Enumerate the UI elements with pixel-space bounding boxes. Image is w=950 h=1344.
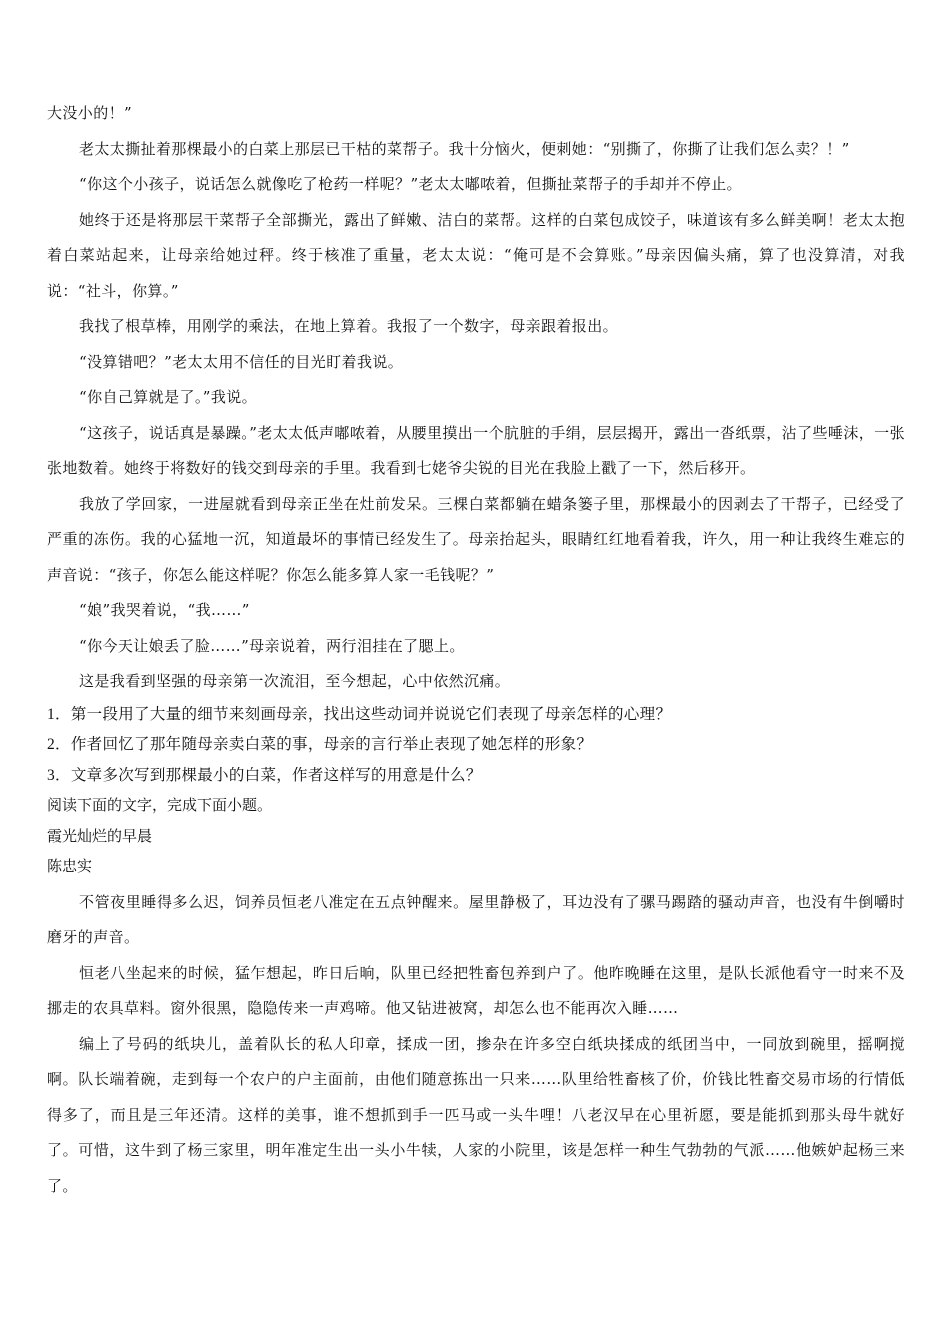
paragraph: 不管夜里睡得多么迟，饲养员恒老八准定在五点钟醒来。屋里静极了，耳边没有了骡马踢踏的骚动声音，也没有牛倒嚼时磨牙的声音。 bbox=[47, 892, 905, 946]
document-page bbox=[47, 96, 905, 1204]
paragraph: 老太太撕扯着那棵最小的白菜上那层已干枯的菜帮子。我十分恼火，便刺她：“别撕了，你撕了让我们怎么卖？！” bbox=[79, 139, 850, 158]
paragraph: 她终于还是将那层干菜帮子全部撕光，露出了鲜嫩、洁白的菜帮。这样的白菜包成饺子，味道该有多么鲜美啊！老太太抱着白菜站起来，让母亲给她过秤。终于核准了重量，老太太说：“俺可是不会算账。”母亲因偏头痛，算了也没算清，对我说：“社斗，你算。” bbox=[47, 210, 905, 300]
paragraph: 编上了号码的纸块儿，盖着队长的私人印章，揉成一团，掺杂在许多空白纸块揉成的纸团当中，一同放到碗里，摇啊搅啊。队长端着碗，走到每一个农户的户主面前，由他们随意拣出一只来……队里给牲畜核了价，价钱比牲畜交易市场的行情低得多了，而且是三年还清。这样的美事，谁不想抓到手一匹马或一头牛哩！八老汉早在心里祈愿，要是能抓到那头母牛就好了。可惜，这牛到了杨三家里，明年准定生出一头小牛犊，人家的小院里，该是怎样一种生气勃勃的气派……他嫉妒起杨三来了。 bbox=[47, 1034, 905, 1195]
question-item: 1．第一段用了大量的细节来刻画母亲，找出这些动词并说说它们表现了母亲怎样的心理？ bbox=[47, 705, 672, 723]
paragraph: 这是我看到坚强的母亲第一次流泪，至今想起，心中依然沉痛。 bbox=[79, 672, 511, 690]
reading-instruction: 阅读下面的文字，完成下面小题。 bbox=[47, 798, 273, 814]
paragraph: “你这个小孩子，说话怎么就像吃了枪药一样呢？”老太太嘟哝着，但撕扯菜帮子的手却并不停止。 bbox=[79, 175, 742, 193]
paragraph: “娘”我哭着说，“我……” bbox=[79, 601, 250, 619]
paragraph: 我放了学回家，一进屋就看到母亲正坐在灶前发呆。三棵白菜都躺在蜡条篓子里，那棵最小的因剥去了干帮子，已经受了严重的冻伤。我的心猛地一沉，知道最坏的事情已经发生了。母亲抬起头，眼睛红红地看着我，许久，用一种让我终生难忘的声音说：“孩子，你怎么能这样呢？你怎么能多算人家一毛钱呢？” bbox=[47, 494, 905, 584]
paragraph: “你自己算就是了。”我说。 bbox=[79, 388, 258, 406]
article-author: 陈忠实 bbox=[47, 859, 93, 875]
question-list bbox=[47, 700, 905, 792]
passage-one bbox=[47, 96, 905, 700]
question-item: 2．作者回忆了那年随母亲卖白菜的事，母亲的言行举止表现了她怎样的形象？ bbox=[47, 736, 593, 753]
question-item: 3．文章多次写到那棵最小的白菜，作者这样写的用意是什么？ bbox=[47, 766, 482, 784]
paragraph: “这孩子，说话真是暴躁。”老太太低声嘟哝着，从腰里摸出一个肮脏的手绢，层层揭开，露出一沓纸票，沾了些唾沫，一张张地数着。她终于将数好的钱交到母亲的手里。我看到七姥爷尖锐的目光在我脸上戳了一下，然后移开。 bbox=[47, 423, 905, 477]
paragraph: 我找了根草棒，用刚学的乘法，在地上算着。我报了一个数字，母亲跟着报出。 bbox=[79, 317, 619, 335]
paragraph: 恒老八坐起来的时候，猛乍想起，昨日后晌，队里已经把牲畜包养到户了。他昨晚睡在这里，是队长派他看守一时来不及挪走的农具草料。窗外很黑，隐隐传来一声鸡啼。他又钻进被窝，却怎么也不能再次入睡…… bbox=[47, 963, 905, 1017]
paragraph: “你今天让娘丢了脸……”母亲说着，两行泪挂在了腮上。 bbox=[79, 636, 465, 655]
paragraph: “没算错吧？”老太太用不信任的目光盯着我说。 bbox=[79, 352, 404, 371]
article-title: 霞光灿烂的早晨 bbox=[47, 828, 153, 845]
paragraph: 大没小的！” bbox=[47, 104, 133, 122]
passage-two bbox=[47, 791, 905, 1204]
